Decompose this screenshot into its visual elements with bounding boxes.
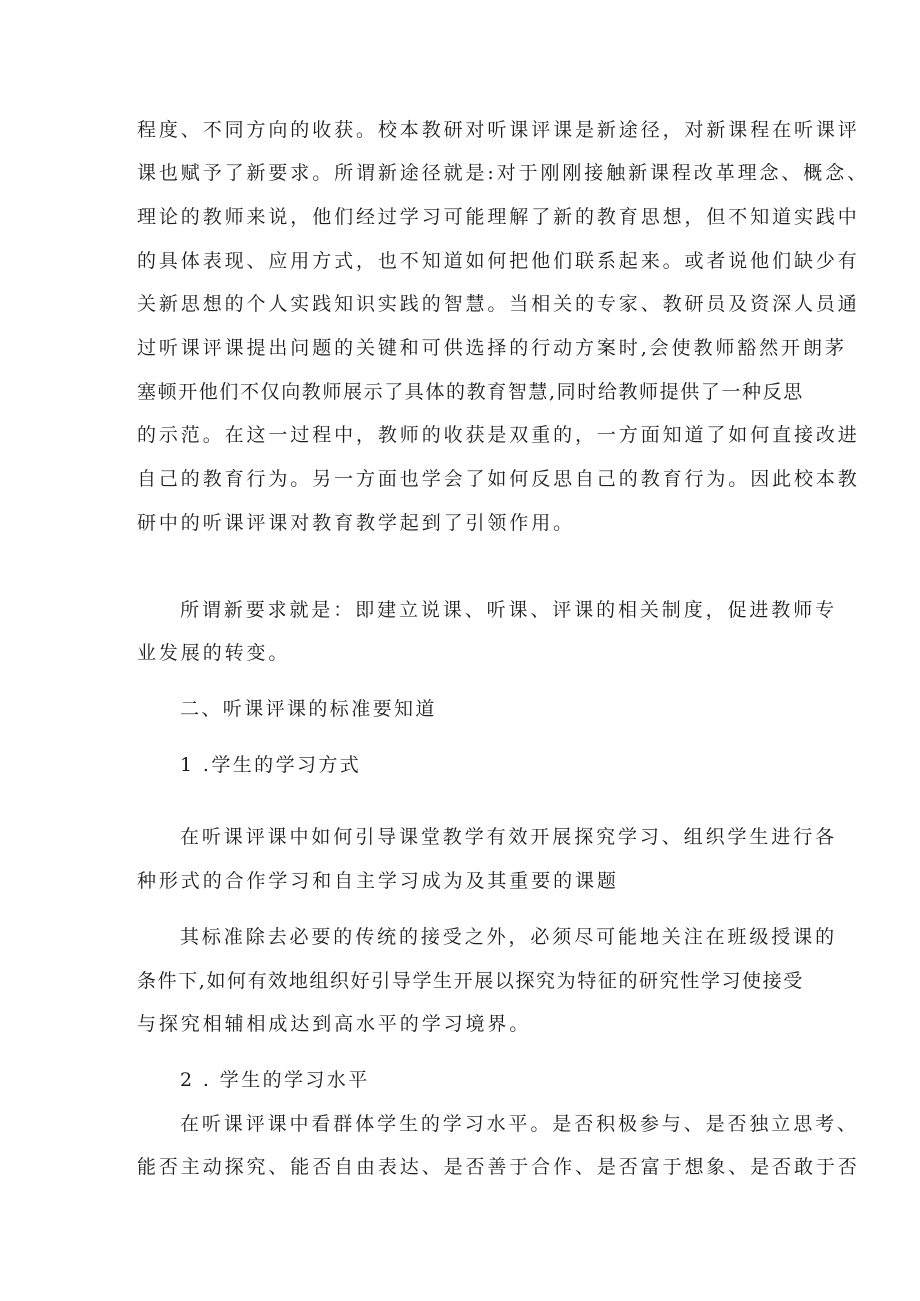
paragraph-line: 与探究相辅相成达到高水平的学习境界。 <box>137 1013 532 1035</box>
paragraph-line: 的示范。在这一过程中，教师的收获是双重的，一方面知道了如何直接改进 <box>137 424 860 446</box>
paragraph-line: 条件下,如何有效地组织好引导学生开展以探究为特征的研究性学习使接受 <box>137 970 804 992</box>
paragraph-line: 理论的教师来说，他们经过学习可能理解了新的教育思想，但不知道实践中 <box>137 206 860 228</box>
section-heading: 2 . 学生的学习水平 <box>180 1069 370 1091</box>
paragraph-line: 的具体表现、应用方式，也不知道如何把他们联系起来。或者说他们缺少有 <box>137 250 860 272</box>
paragraph-line: 研中的听课评课对教育教学起到了引领作用。 <box>137 512 576 534</box>
paragraph-line: 所谓新要求就是：即建立说课、听课、评课的相关制度，促进教师专 <box>180 599 838 621</box>
paragraph-line: 自己的教育行为。另一方面也学会了如何反思自己的教育行为。因此校本教 <box>137 468 860 490</box>
paragraph-line: 业发展的转变。 <box>137 642 291 664</box>
paragraph-line: 程度、不同方向的收获。校本教研对听课评课是新途径，对新课程在听课评 <box>137 119 860 141</box>
paragraph-line: 在听课评课中看群体学生的学习水平。是否积极参与、是否独立思考、 <box>180 1113 859 1135</box>
paragraph-line: 种形式的合作学习和自主学习成为及其重要的课题 <box>137 870 619 892</box>
paragraph-line: 过听课评课提出问题的关键和可供选择的行动方案时,会使教师豁然开朗茅 <box>137 337 847 359</box>
paragraph-line: 能否主动探究、能否自由表达、是否善于合作、是否富于想象、是否敢于否 <box>137 1156 860 1178</box>
paragraph-line: 课也赋予了新要求。所谓新途径就是:对于刚刚接触新课程改革理念、概念、 <box>137 162 870 184</box>
paragraph-line: 在听课评课中如何引导课堂教学有效开展探究学习、组织学生进行各 <box>180 826 838 848</box>
paragraph-line: 塞顿开他们不仅向教师展示了具体的教育智慧,同时给教师提供了一种反思 <box>137 381 804 403</box>
section-heading: 二、听课评课的标准要知道 <box>180 698 437 720</box>
paragraph-line: 关新思想的个人实践知识实践的智慧。当相关的专家、教研员及资深人员通 <box>137 293 860 315</box>
paragraph-line: 其标准除去必要的传统的接受之外，必须尽可能地关注在班级授课的 <box>180 926 838 948</box>
section-heading: 1 .学生的学习方式 <box>180 754 362 776</box>
